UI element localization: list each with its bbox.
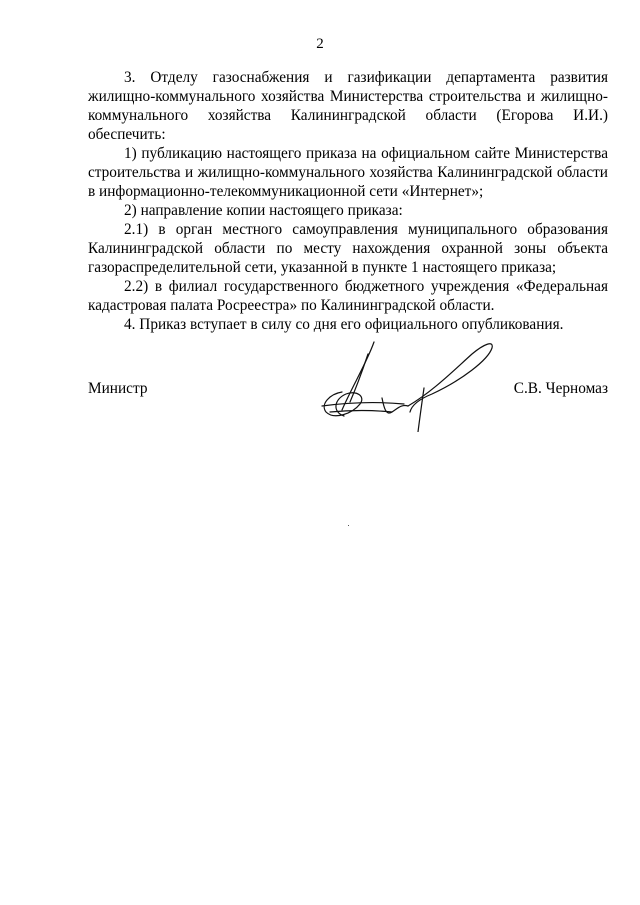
paragraph-subitem-1: 1) публикацию настоящего приказа на официальном сайте Министерства строительства и жилищно-коммунального хозяйства Калининградской области в информационно-телекоммуникационной сети «Интернет»; bbox=[88, 145, 608, 200]
paragraph-subitem-2-2: 2.2) в филиал государственного бюджетного учреждения «Федеральная кадастровая палата Росреестра» по Калининградской области. bbox=[88, 278, 608, 314]
signature-block bbox=[88, 372, 608, 432]
document-body bbox=[88, 68, 608, 334]
paragraph-subitem-2-1: 2.1) в орган местного самоуправления муниципального образования Калининградской области по месту нахождения охранной зоны объекта газораспределительной сети, указанной в пункте 1 настоящего приказа; bbox=[88, 221, 608, 276]
paragraph-item-4: 4. Приказ вступает в силу со дня его официального опубликования. bbox=[124, 316, 564, 333]
signer-name: С.В. Черномаз bbox=[513, 380, 608, 397]
paragraph-item-3: 3. Отделу газоснабжения и газификации департамента развития жилищно-коммунального хозяйства Министерства строительства и жилищно-коммунального хозяйства Калининградской области (Егорова И.И.) обеспечить: bbox=[88, 69, 608, 143]
paragraph-subitem-2: 2) направление копии настоящего приказа: bbox=[124, 202, 403, 219]
signer-title: Министр bbox=[88, 380, 148, 397]
scan-speck bbox=[348, 525, 349, 526]
page-number: 2 bbox=[316, 36, 324, 52]
handwritten-signature-icon bbox=[312, 332, 512, 432]
